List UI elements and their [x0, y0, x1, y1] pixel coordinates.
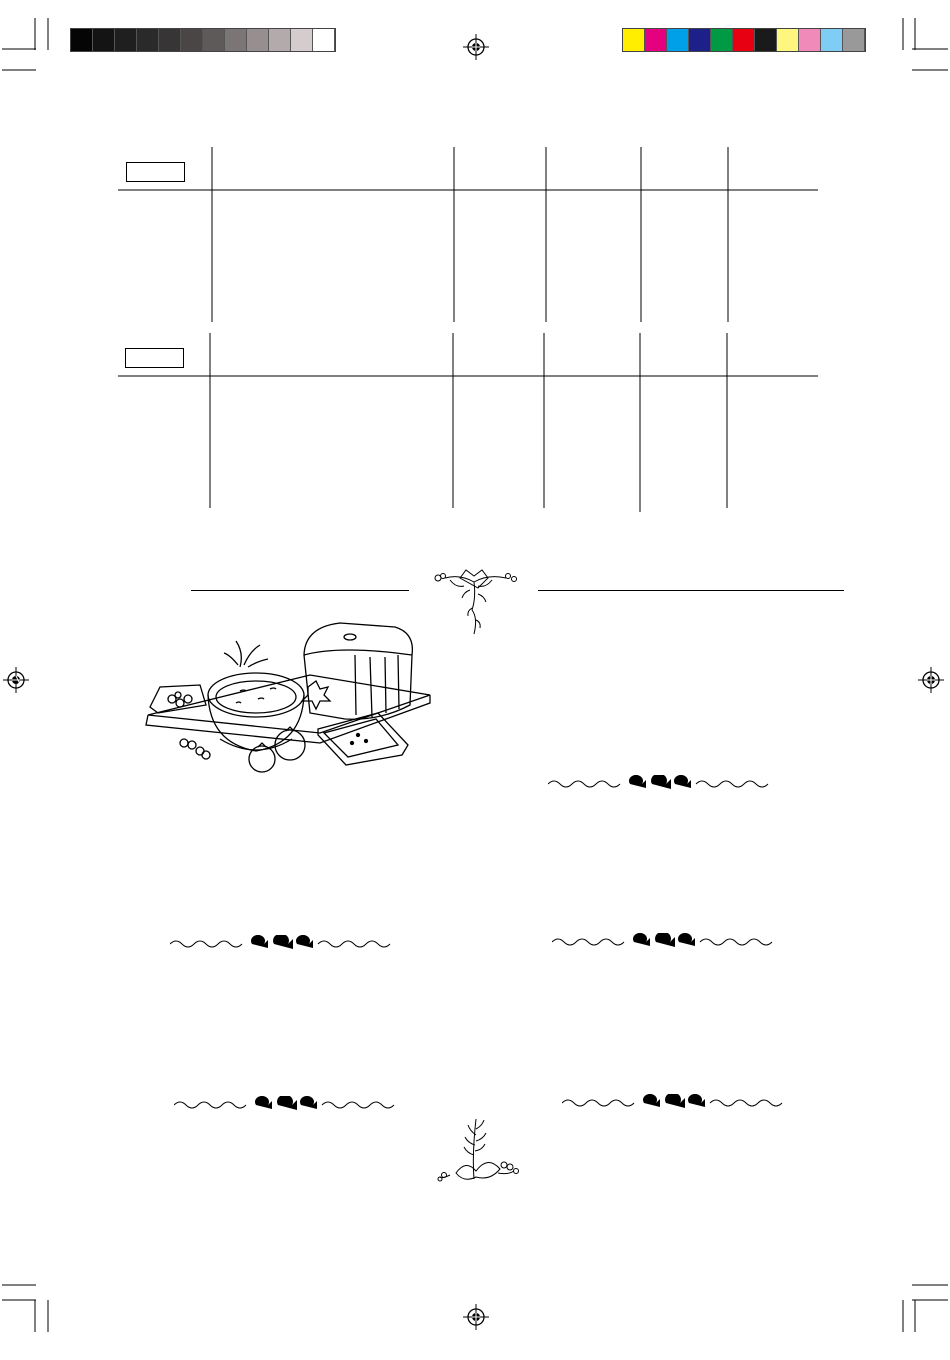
food-illustration	[140, 615, 440, 805]
vine-ornament-icon	[430, 568, 520, 638]
fish-divider-icon	[562, 1094, 784, 1112]
table-2-label-box	[125, 348, 184, 368]
plant-ornament-icon	[436, 1115, 520, 1185]
fish-divider-icon	[548, 775, 770, 793]
section-rule-left	[191, 590, 409, 591]
fish-divider-icon	[174, 1096, 396, 1114]
fish-divider-icon	[170, 935, 392, 953]
fish-divider-icon	[552, 933, 774, 951]
section-rule-right	[538, 590, 844, 591]
table-1-label-box	[126, 162, 185, 182]
